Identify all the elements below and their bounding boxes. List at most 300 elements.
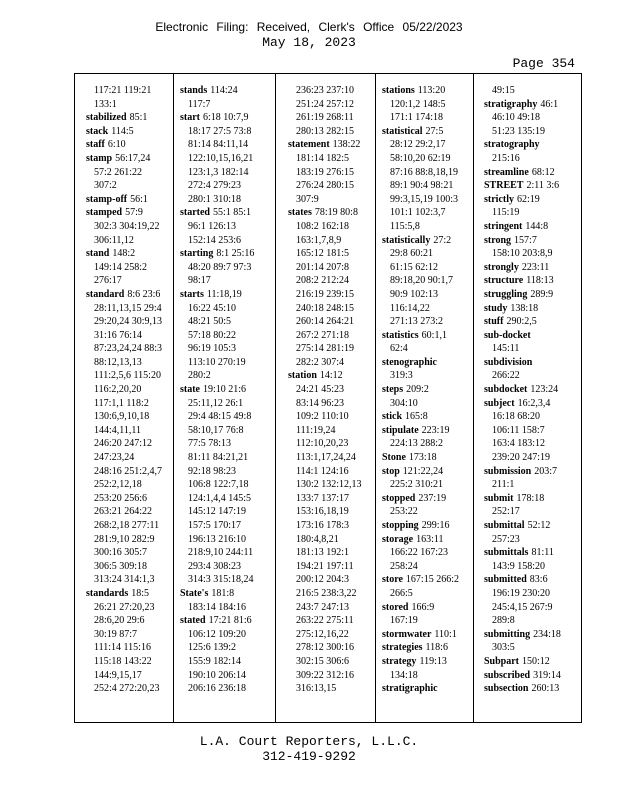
page-line-refs: 215:16 [492, 152, 520, 164]
page-line-refs: 280:1 310:18 [188, 193, 242, 205]
index-term: started [180, 207, 210, 219]
index-term: Subpart [484, 655, 520, 667]
page-line-refs: 209:2 [406, 384, 429, 396]
page-line-refs: 51:23 135:19 [492, 125, 546, 137]
index-term: storage [382, 533, 414, 545]
index-term: subject [484, 397, 515, 409]
index-term: stabilized [86, 112, 127, 124]
index-entry [382, 329, 474, 343]
index-entry [86, 125, 178, 139]
page-line-refs: 57:18 80:22 [188, 329, 237, 341]
page-line-refs: 87:16 88:8,18,19 [390, 166, 459, 178]
page-line-refs: 11:18,19 [206, 288, 242, 300]
page-line-refs: 155:9 182:14 [188, 655, 242, 667]
index-continuation-line [180, 437, 272, 451]
page-line-refs: 180:4,8,21 [296, 533, 339, 545]
index-continuation-line [288, 641, 380, 655]
page-line-refs: 276:17 [94, 275, 122, 287]
page-line-refs: 112:10,20,23 [296, 438, 349, 450]
index-continuation-line [288, 478, 380, 492]
index-continuation-line [180, 655, 272, 669]
page-line-refs: 276:24 280:15 [296, 180, 355, 192]
index-entry [484, 519, 576, 533]
page-line-refs: 201:14 207:8 [296, 261, 350, 273]
page-line-refs: 81:11 84:21,21 [188, 452, 249, 464]
page-line-refs: 261:19 268:11 [296, 112, 354, 124]
index-entry [382, 533, 474, 547]
index-continuation-line [288, 587, 380, 601]
index-term: submittals [484, 547, 529, 559]
index-term: statistical [382, 125, 423, 137]
page-line-refs: 302:3 304:19,22 [94, 220, 160, 232]
page-line-refs: 113:20 [417, 85, 446, 96]
index-term: statistically [382, 234, 431, 246]
index-continuation-line [180, 573, 272, 587]
page-line-refs: 166:9 [411, 601, 435, 613]
index-entry [180, 84, 272, 98]
index-term: study [484, 302, 508, 314]
page-line-refs: 203:7 [534, 465, 558, 477]
index-continuation-line [382, 274, 474, 288]
page-number: Page 354 [512, 56, 575, 71]
index-entry [484, 329, 576, 343]
index-continuation-line [288, 519, 380, 533]
page-line-refs: 196:13 216:10 [188, 533, 247, 545]
index-term: stormwater [382, 628, 432, 640]
page-line-refs: 85:1 [129, 112, 148, 124]
index-continuation-line [382, 138, 474, 152]
index-term: subdocket [484, 384, 528, 396]
page-line-refs: 106:8 122:7,18 [188, 479, 249, 491]
page-line-refs: 302:15 306:6 [296, 655, 350, 667]
page-line-refs: 58:10,20 62:19 [390, 152, 451, 164]
index-entry [382, 601, 474, 615]
index-entry [484, 465, 576, 479]
page-line-refs: 263:21 264:22 [94, 506, 153, 518]
index-continuation-line [288, 356, 380, 370]
index-continuation-line [180, 451, 272, 465]
page-line-refs: 200:12 204:3 [296, 574, 350, 586]
index-continuation-line [86, 478, 178, 492]
index-entry [288, 138, 380, 152]
index-term: structure [484, 275, 524, 287]
page-line-refs: 114:1 124:16 [296, 465, 349, 477]
page-line-refs: 224:13 288:2 [390, 438, 444, 450]
index-entry [484, 546, 576, 560]
page-line-refs: 314:3 315:18,24 [188, 574, 254, 586]
page-line-refs: 111:14 115:16 [94, 642, 151, 654]
page-line-refs: 61:15 62:12 [390, 261, 439, 273]
page-line-refs: 299:16 [421, 520, 450, 531]
page-line-refs: 290:2,5 [506, 316, 537, 328]
index-continuation-line [288, 166, 380, 180]
page-line-refs: 181:14 182:5 [296, 152, 350, 164]
index-term: states [288, 207, 312, 219]
index-continuation-line [288, 288, 380, 302]
page-line-refs: 300:16 305:7 [94, 547, 148, 559]
page-line-refs: 87:23,24,24 88:3 [94, 343, 163, 355]
index-continuation-line [86, 397, 178, 411]
index-entry [382, 573, 474, 587]
index-continuation-line [288, 220, 380, 234]
reporter-phone: 312-419-9292 [262, 749, 356, 764]
page-line-refs: 266:5 [390, 587, 413, 599]
index-term: stick [382, 411, 402, 423]
index-continuation-line [382, 437, 474, 451]
page-line-refs: 30:19 87:7 [94, 628, 138, 640]
index-entry [484, 315, 576, 329]
index-entry [180, 247, 272, 261]
index-continuation-line [180, 261, 272, 275]
index-term: State's [180, 587, 209, 599]
index-entry [484, 573, 576, 587]
page-line-refs: 218:9,10 244:11 [188, 547, 254, 559]
index-continuation-line [382, 505, 474, 519]
page-line-refs: 124:1,4,4 145:5 [188, 492, 252, 504]
index-term: stopping [382, 520, 419, 531]
index-continuation-line [288, 125, 380, 139]
page-line-refs: 145:11 [492, 343, 520, 355]
index-continuation-line [86, 369, 178, 383]
index-term: submit [484, 492, 514, 504]
page-line-refs: 248:16 251:2,4,7 [94, 465, 163, 477]
index-continuation-line [86, 492, 178, 506]
page-line-refs: 58:10,17 76:8 [188, 424, 244, 436]
index-continuation-line [86, 84, 178, 98]
page-line-refs: 183:14 184:16 [188, 601, 247, 613]
index-continuation-line [86, 682, 178, 696]
page-line-refs: 108:2 162:18 [296, 220, 350, 232]
index-continuation-line [288, 573, 380, 587]
index-continuation-line [86, 505, 178, 519]
page-line-refs: 24:21 45:23 [296, 384, 345, 396]
page-line-refs: 157:7 [514, 234, 537, 246]
page-line-refs: 239:20 247:19 [492, 452, 551, 464]
index-entry [382, 424, 474, 438]
index-entry [484, 234, 576, 248]
index-continuation-line [180, 546, 272, 560]
page-line-refs: 120:1,2 148:5 [390, 98, 446, 110]
index-entry [484, 628, 576, 642]
page-line-refs: 319:3 [390, 370, 413, 382]
index-term: stratigraphy [484, 98, 538, 110]
index-continuation-line [180, 519, 272, 533]
page-line-refs: 208:2 212:24 [296, 275, 350, 287]
index-entry [382, 519, 474, 533]
page-line-refs: 134:18 [390, 669, 418, 681]
page-line-refs: 307:2 [94, 180, 117, 192]
index-entry [484, 356, 576, 370]
index-continuation-line [180, 424, 272, 438]
index-continuation-line [86, 315, 178, 329]
index-continuation-line [180, 125, 272, 139]
index-column-4 [382, 84, 474, 696]
page-line-refs: 144:8 [525, 220, 549, 232]
page-line-refs: 216:5 238:3,22 [296, 587, 357, 599]
page-line-refs: 252:2,12,18 [94, 479, 142, 491]
page-line-refs: 237:19 [418, 492, 447, 504]
page-line-refs: 114:5 [111, 125, 134, 137]
index-continuation-line [382, 614, 474, 628]
index-continuation-line [484, 601, 576, 615]
index-entry [288, 206, 380, 220]
index-entry [86, 111, 178, 125]
index-term: stopped [382, 492, 416, 504]
page-line-refs: 319:14 [533, 669, 561, 681]
page-line-refs: 167:15 266:2 [405, 574, 459, 586]
index-continuation-line [288, 546, 380, 560]
index-term: subdivision [484, 356, 533, 368]
index-continuation-line [180, 682, 272, 696]
page-line-refs: 307:9 [296, 193, 319, 205]
index-entry [484, 274, 576, 288]
page-line-refs: 223:19 [421, 424, 450, 436]
index-continuation-line [180, 369, 272, 383]
page-line-refs: 113:10 270:19 [188, 356, 246, 368]
index-entry [180, 383, 272, 397]
page-line-refs: 28:11,13,15 29:4 [94, 302, 162, 314]
index-continuation-line [86, 274, 178, 288]
page-line-refs: 29:20,24 30:9,13 [94, 316, 163, 328]
reporter-footer [0, 734, 618, 764]
index-continuation-line [484, 369, 576, 383]
page-line-refs: 27:5 [425, 125, 444, 137]
index-term: stamp [86, 152, 113, 164]
index-term: store [382, 574, 403, 586]
page-line-refs: 89:1 90:4 98:21 [390, 180, 454, 192]
page-line-refs: 133:1 [94, 98, 117, 110]
index-continuation-line [86, 329, 178, 343]
page-line-refs: 62:4 [390, 343, 408, 355]
filing-header: Electronic Filing: Received, Clerk's Office 05/22/2023 [155, 20, 463, 34]
index-continuation-line [484, 560, 576, 574]
index-entry [382, 234, 474, 248]
index-term: subsection [484, 683, 529, 695]
page-line-refs: 49:15 [492, 85, 515, 96]
index-term: stringent [484, 220, 523, 232]
page-line-refs: 167:19 [390, 615, 418, 627]
page-line-refs: 16:18 68:20 [492, 411, 541, 423]
page-line-refs: 14:12 [319, 370, 343, 382]
page-line-refs: 111:19,24 [296, 424, 336, 436]
index-term: strongly [484, 261, 519, 273]
page-line-refs: 144:9,15,17 [94, 669, 142, 681]
page-line-refs: 145:12 147:19 [188, 506, 247, 518]
index-continuation-line [180, 234, 272, 248]
page-line-refs: 52:12 [527, 520, 551, 531]
index-entry [180, 614, 272, 628]
index-entry [484, 166, 576, 180]
index-term: STREET [484, 180, 524, 192]
index-continuation-line [86, 234, 178, 248]
index-continuation-line [86, 302, 178, 316]
page-line-refs: 56:17,24 [115, 152, 151, 164]
index-term: stand [86, 248, 110, 260]
index-term: submittal [484, 520, 525, 531]
index-continuation-line [180, 166, 272, 180]
index-continuation-line [288, 274, 380, 288]
index-continuation-line [382, 546, 474, 560]
index-entry [484, 655, 576, 669]
index-entry [484, 669, 576, 683]
index-continuation-line [288, 329, 380, 343]
page-line-refs: 117:7 [188, 98, 211, 110]
page-line-refs: 106:12 109:20 [188, 628, 247, 640]
page-line-refs: 206:16 236:18 [188, 683, 247, 695]
index-continuation-line [86, 655, 178, 669]
transcript-date: May 18, 2023 [262, 35, 356, 50]
page-line-refs: 130:6,9,10,18 [94, 411, 150, 423]
index-continuation-line [484, 342, 576, 356]
index-term: submitting [484, 628, 531, 640]
index-term: stop [382, 465, 400, 477]
reporter-company: L.A. Court Reporters, L.L.C. [199, 734, 419, 749]
index-continuation-line [288, 193, 380, 207]
index-continuation-line [86, 356, 178, 370]
index-entry [484, 261, 576, 275]
page-line-refs: 138:18 [510, 302, 539, 314]
index-entry [484, 138, 576, 152]
page-line-refs: 96:1 126:13 [188, 220, 237, 232]
page-line-refs: 183:19 276:15 [296, 166, 355, 178]
page-line-refs: 316:13,15 [296, 683, 337, 695]
index-term: starts [180, 288, 204, 300]
page-line-refs: 240:18 248:15 [296, 302, 355, 314]
page-line-refs: 55:1 85:1 [213, 207, 252, 219]
index-term: strategy [382, 655, 417, 667]
index-continuation-line [288, 451, 380, 465]
page-line-refs: 6:10 [107, 139, 126, 151]
index-term: subscribed [484, 669, 531, 681]
page-line-refs: 46:10 49:18 [492, 112, 541, 124]
page-line-refs: 88:12,13,13 [94, 356, 142, 368]
index-continuation-line [86, 641, 178, 655]
page-line-refs: 223:11 [521, 261, 550, 273]
page-line-refs: 48:20 89:7 97:3 [188, 261, 252, 273]
index-continuation-line [180, 669, 272, 683]
page-line-refs: 211:1 [492, 479, 515, 491]
page-line-refs: 16:22 45:10 [188, 302, 237, 314]
page-line-refs: 29:4 48:15 49:8 [188, 411, 252, 423]
index-continuation-line [86, 614, 178, 628]
page-line-refs: 260:14 264:21 [296, 316, 355, 328]
index-continuation-line [180, 220, 272, 234]
index-entry [484, 492, 576, 506]
page-line-refs: 19:10 21:6 [203, 384, 247, 396]
index-entry [86, 247, 178, 261]
page-line-refs: 247:23,24 [94, 452, 135, 464]
page-line-refs: 304:10 [390, 397, 418, 409]
index-continuation-line [382, 560, 474, 574]
index-continuation-line [382, 247, 474, 261]
page-line-refs: 289:9 [530, 288, 554, 300]
index-entry [180, 206, 272, 220]
page-line-refs: 216:19 239:15 [296, 288, 355, 300]
index-continuation-line [180, 329, 272, 343]
index-entry [382, 383, 474, 397]
index-entry [382, 492, 474, 506]
index-continuation-line [382, 152, 474, 166]
page-line-refs: 245:4,15 267:9 [492, 601, 553, 613]
page-line-refs: 118:6 [425, 642, 448, 654]
index-entry [180, 288, 272, 302]
page-line-refs: 150:12 [522, 655, 550, 667]
index-continuation-line [382, 206, 474, 220]
index-term: stenographic [382, 356, 437, 368]
page-line-refs: 257:23 [492, 533, 520, 545]
index-continuation-line [180, 138, 272, 152]
index-continuation-line [382, 261, 474, 275]
page-line-refs: 27:2 [433, 234, 452, 246]
index-entry [86, 193, 178, 207]
index-term: Stone [382, 452, 406, 464]
index-column-1 [86, 84, 178, 696]
index-continuation-line [382, 111, 474, 125]
page-line-refs: 119:13 [419, 655, 447, 667]
page-line-refs: 99:3,15,19 100:3 [390, 193, 459, 205]
page-line-refs: 116:14,22 [390, 302, 430, 314]
index-continuation-line [86, 546, 178, 560]
page-line-refs: 62:19 [517, 193, 540, 205]
page-line-refs: 306:11,12 [94, 234, 134, 246]
index-continuation-line [86, 519, 178, 533]
page-line-refs: 163:4 183:12 [492, 438, 546, 450]
index-entry [180, 587, 272, 601]
index-continuation-line [86, 560, 178, 574]
index-continuation-line [288, 397, 380, 411]
index-continuation-line [288, 84, 380, 98]
page-line-refs: 6:18 10:7,9 [203, 112, 249, 124]
page-line-refs: 115:5,8 [390, 220, 420, 232]
index-continuation-line [180, 505, 272, 519]
page-line-refs: 60:1,1 [421, 329, 447, 341]
page-line-refs: 263:22 275:11 [296, 615, 354, 627]
page-line-refs: 181:8 [211, 587, 235, 599]
page-line-refs: 83:14 96:23 [296, 397, 345, 409]
page-line-refs: 280:2 [188, 370, 211, 382]
page-line-refs: 194:21 197:11 [296, 560, 354, 572]
page-line-refs: 258:24 [390, 560, 418, 572]
page-line-refs: 101:1 102:3,7 [390, 207, 446, 219]
index-entry [484, 220, 576, 234]
page-line-refs: 125:6 139:2 [188, 642, 237, 654]
index-continuation-line [382, 98, 474, 112]
index-continuation-line [86, 98, 178, 112]
index-term: struggling [484, 288, 528, 300]
index-continuation-line [288, 492, 380, 506]
index-continuation-line [180, 492, 272, 506]
index-term: stuff [484, 316, 504, 328]
index-continuation-line [288, 234, 380, 248]
page-line-refs: 26:21 27:20,23 [94, 601, 155, 613]
index-term: standard [86, 288, 125, 300]
index-continuation-line [484, 614, 576, 628]
index-term: stack [86, 125, 109, 137]
index-term: sub-docket [484, 329, 531, 341]
index-term: stands [180, 85, 208, 96]
index-continuation-line [382, 587, 474, 601]
index-continuation-line [288, 437, 380, 451]
index-term: statement [288, 139, 330, 151]
index-entry [86, 206, 178, 220]
index-continuation-line [180, 628, 272, 642]
page-line-refs: 109:2 110:10 [296, 411, 349, 423]
index-continuation-line [382, 369, 474, 383]
page-line-refs: 157:5 170:17 [188, 520, 242, 531]
page-line-refs: 234:18 [533, 628, 561, 640]
index-continuation-line [288, 533, 380, 547]
page-line-refs: 92:18 98:23 [188, 465, 237, 477]
